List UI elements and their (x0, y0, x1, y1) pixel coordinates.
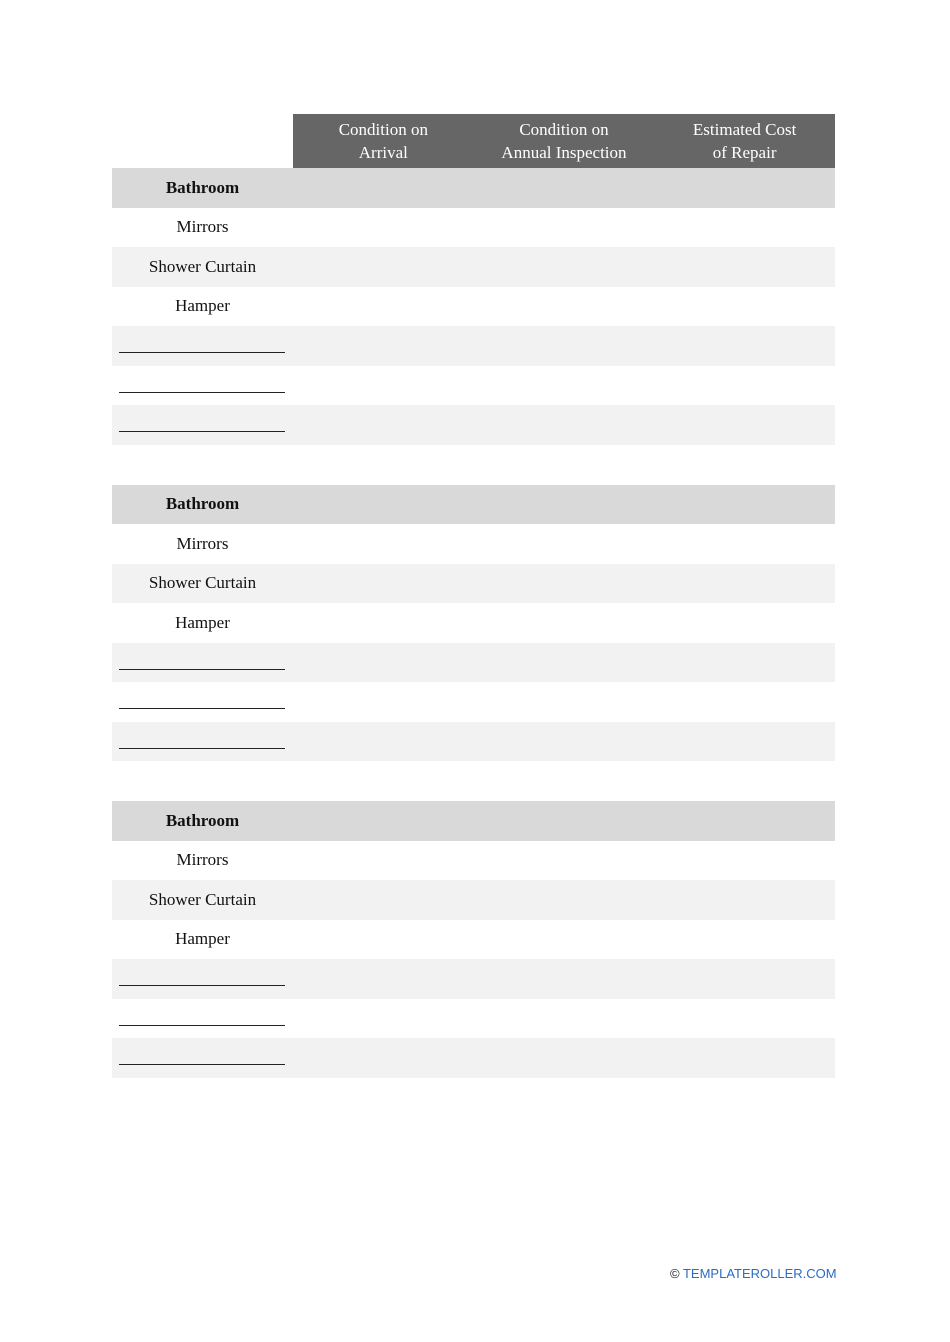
blank-underline (119, 392, 285, 393)
table-row (112, 603, 835, 643)
column-header-cost-of-repair: Estimated Cost of Repair (692, 120, 797, 162)
column-header-row (112, 114, 835, 168)
blank-underline (119, 748, 285, 749)
blank-item-row[interactable] (112, 326, 835, 366)
blank-item-row[interactable] (112, 682, 835, 722)
blank-item-row[interactable] (112, 643, 835, 683)
table-row (112, 524, 835, 564)
column-header-annual-inspection: Condition on Annual Inspection (501, 120, 627, 162)
blank-item-field[interactable] (112, 722, 293, 762)
section-title: Bathroom (165, 177, 240, 197)
blank-item-row[interactable] (112, 722, 835, 762)
table-row (112, 208, 835, 248)
column-header-arrival: Condition on Arrival (338, 120, 428, 162)
item-label: Mirrors (176, 533, 229, 553)
table-row (112, 880, 835, 920)
section-spacer (112, 761, 835, 801)
blank-underline (119, 1064, 285, 1065)
footer-brand-link[interactable]: TEMPLATEROLLER.COM (682, 1266, 837, 1281)
inspection-table (112, 114, 835, 1078)
section-title-row (112, 801, 835, 841)
blank-item-field[interactable] (112, 643, 293, 683)
blank-item-field[interactable] (112, 999, 293, 1039)
footer-credit (670, 1266, 837, 1281)
room-section (112, 485, 835, 762)
item-label: Hamper (175, 296, 230, 316)
room-section (112, 168, 835, 445)
copyright-symbol: © (670, 1266, 680, 1281)
item-label: Hamper (175, 612, 230, 632)
blank-item-field[interactable] (112, 1038, 293, 1078)
blank-item-field[interactable] (112, 326, 293, 366)
room-section (112, 801, 835, 1078)
table-row (112, 247, 835, 287)
blank-underline (119, 431, 285, 432)
blank-item-field[interactable] (112, 682, 293, 722)
blank-item-field[interactable] (112, 959, 293, 999)
item-label: Shower Curtain (148, 256, 257, 276)
item-label: Hamper (175, 929, 230, 949)
section-title: Bathroom (165, 494, 240, 514)
blank-underline (119, 1025, 285, 1026)
table-row (112, 841, 835, 881)
blank-item-row[interactable] (112, 1038, 835, 1078)
blank-underline (119, 708, 285, 709)
blank-item-field[interactable] (112, 366, 293, 406)
table-row (112, 287, 835, 327)
blank-item-row[interactable] (112, 405, 835, 445)
section-spacer (112, 445, 835, 485)
blank-item-row[interactable] (112, 999, 835, 1039)
blank-item-row[interactable] (112, 366, 835, 406)
blank-item-field[interactable] (112, 405, 293, 445)
blank-item-row[interactable] (112, 959, 835, 999)
item-label: Shower Curtain (148, 889, 257, 909)
table-row (112, 920, 835, 960)
section-title-row (112, 485, 835, 525)
item-label: Mirrors (176, 217, 229, 237)
blank-underline (119, 352, 285, 353)
header-blank-cell (112, 114, 293, 168)
item-label: Mirrors (176, 850, 229, 870)
header-band (293, 114, 835, 168)
item-label: Shower Curtain (148, 573, 257, 593)
section-title: Bathroom (165, 810, 240, 830)
section-title-row (112, 168, 835, 208)
table-row (112, 564, 835, 604)
blank-underline (119, 985, 285, 986)
blank-underline (119, 669, 285, 670)
